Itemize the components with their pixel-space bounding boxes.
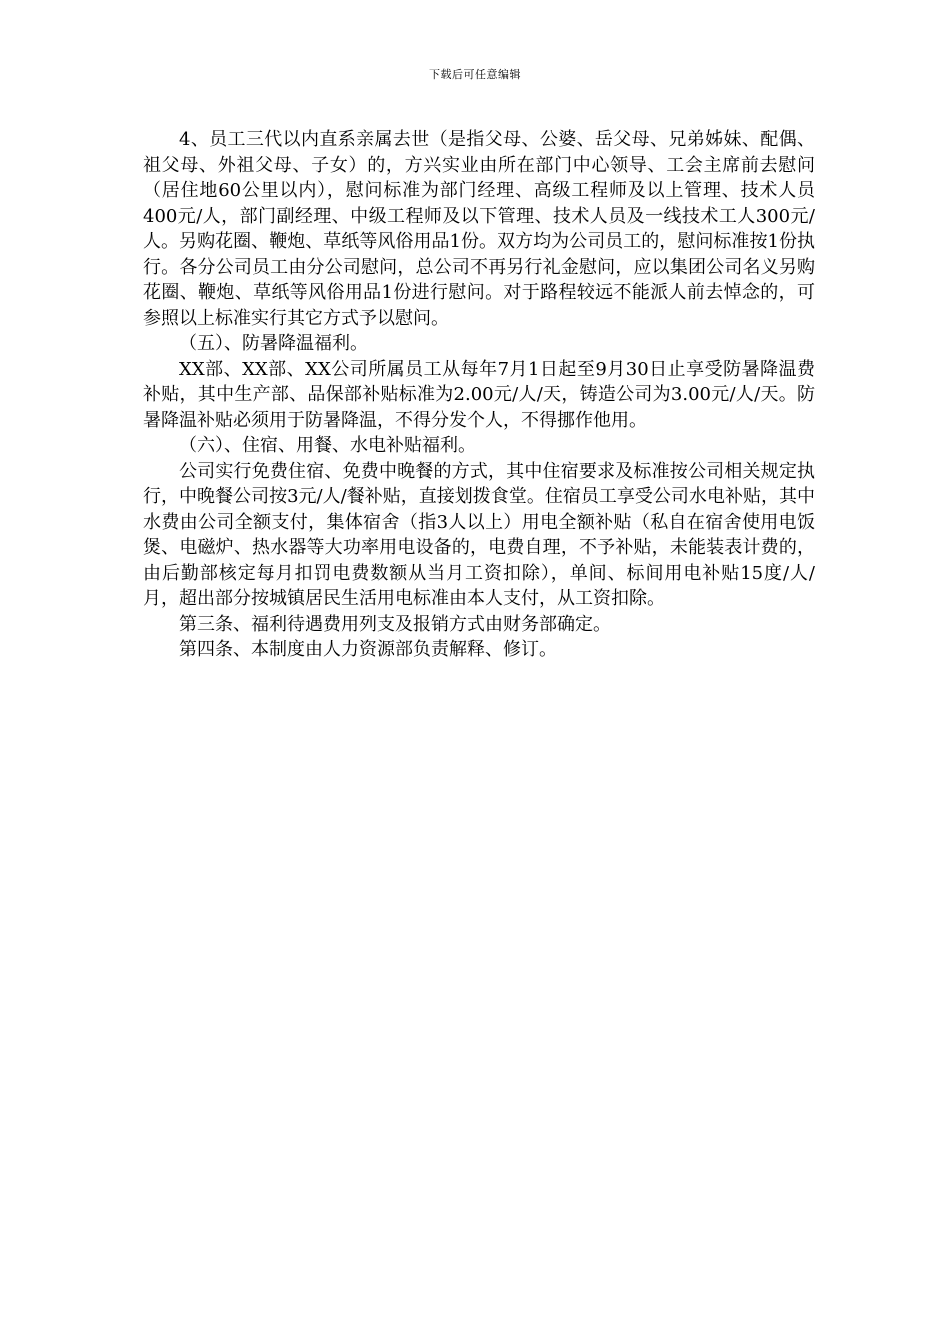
paragraph-bereavement-condolence: 4、员工三代以内直系亲属去世（是指父母、公婆、岳父母、兄弟姊妹、配偶、祖父母、外祖父母、子女）的，方兴实业由所在部门中心领导、工会主席前去慰问（居住地60公里以内），慰问标准为部门经理、高级工程师及以上管理、技术人员400元/人，部门副经理、中级工程师及以下管理、技术人员及一线技术工人300元/人。另购花圈、鞭炮、草纸等风俗用品1份。双方均为公司员工的，慰问标准按1份执行。各分公司员工由分公司慰问，总公司不再另行礼金慰问，应以集团公司名义另购花圈、鞭炮、草纸等风俗用品1份进行慰问。对于路程较远不能派人前去悼念的，可参照以上标准实行其它方式予以慰问。: [143, 129, 815, 329]
paragraph-heat-subsidy: XX部、XX部、XX公司所属员工从每年7月1日起至9月30日止享受防暑降温费补贴，其中生产部、品保部补贴标准为2.00元/人/天，铸造公司为3.00元/人/天。防暑降温补贴必须用于防暑降温，不得分发个人，不得挪作他用。: [143, 358, 815, 431]
section-heading-heat-welfare: （五）、防暑降温福利。: [179, 333, 368, 354]
paragraph-housing-subsidy: 公司实行免费住宿、免费中晚餐的方式，其中住宿要求及标准按公司相关规定执行，中晚餐公司按3元/人/餐补贴，直接划拨食堂。住宿员工享受公司水电补贴，其中水费由公司全额支付，集体宿舍（指3人以上）用电全额补贴（私自在宿舍使用电饭煲、电磁炉、热水器等大功率用电设备的，电费自理，不予补贴，未能装表计费的，由后勤部核定每月扣罚电费数额从当月工资扣除），单间、标间用电补贴15度/人/月，超出部分按城镇居民生活用电标准由本人支付，从工资扣除。: [143, 460, 815, 609]
article-three: 第三条、福利待遇费用列支及报销方式由财务部确定。: [179, 613, 611, 635]
page-header: 下载后可任意编辑: [429, 68, 521, 81]
section-heading-housing-welfare: （六）、住宿、用餐、水电补贴福利。: [179, 435, 476, 456]
document-body: [143, 127, 815, 663]
article-four: 第四条、本制度由人力资源部负责解释、修订。: [179, 639, 557, 660]
